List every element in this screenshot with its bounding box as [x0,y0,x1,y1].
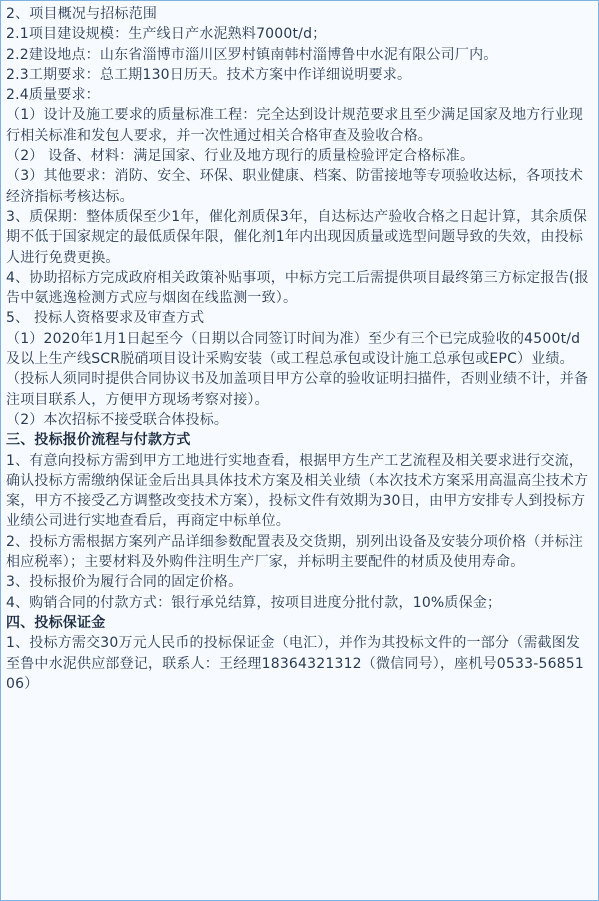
paragraph: （1）2020年1月1日起至今（日期以合同签订时间为准）至少有三个已完成验收的4500t/d及以上生产线SCR脱硝项目设计采购安装（或工程总承包或设计施工总承包或EPC）业绩。（投标人须同时提供合同协议书及加盖项目甲方公章的验收证明扫描件，否则业绩不计，并备注项目联系人，方便甲方现场考察对接）。 [6,330,589,408]
paragraph: （1）设计及施工要求的质量标准工程：完全达到设计规范要求且至少满足国家及地方行业现行相关标准和发包人要求，并一次性通过相关合格审查及验收合格。 [6,107,584,144]
paragraph: 4、协助招标方完成政府相关政策补贴事项，中标方完工后需提供项目最终第三方标定报告(报告中氨逃逸检测方式应与烟囱在线监测一致）。 [6,269,589,307]
paragraph: 2、项目概况与招标范围 [6,6,158,22]
paragraph: （3）其他要求：消防、安全、环保、职业健康、档案、防雷接地等专项验收达标，各项技术经济指标考核达标。 [6,168,584,205]
paragraph: 1、有意向投标方需到甲方工地进行实地查看，根据甲方生产工艺流程及相关要求进行交流，确认投标方需缴纳保证金后出具具体技术方案及相关业绩（本次技术方案采用高温高尘技术方案，甲方不接受乙方调整改变技术方案），投标文件有效期为30日，由甲方安排专人到投标方业绩公司进行实地查看后，再商定中标单位。 [6,452,589,530]
paragraph: 1、投标方需交30万元人民币的投标保证金（电汇），并作为其投标文件的一部分（需截图发至鲁中水泥供应部登记，联系人：王经理18364321312（微信同号），座机号0533-5685106） [6,635,584,692]
paragraph: 2.1项目建设规模：生产线日产水泥熟料7000t/d； [6,26,327,43]
paragraph: 3、投标报价为履行合同的固定价格。 [6,574,243,591]
paragraph: 2.4质量要求： [6,87,100,104]
paragraph: （2） 设备、材料：满足国家、行业及地方现行的质量检验评定合格标准。 [6,148,475,165]
paragraph: 3、质保期：整体质保至少1年，催化剂质保3年，自达标达产验收合格之日起计算，其余质保期不低于国家规定的最低质保年限，催化剂1年内出现因质量或选型问题导致的失效，由投标人进行免费更换。 [6,208,588,266]
section-heading: 三、投标报价流程与付款方式 [6,432,191,449]
paragraph: 5、 投标人资格要求及审查方式 [6,310,205,327]
paragraph: 2、投标方需根据方案列产品详细参数配置表及交货期，别列出设备及安装分项价格（并标注相应税率）；主要材料及外购件注明生产厂家，并标明主要配件的材质及使用寿命。 [6,533,584,571]
document-body [1,1,598,694]
paragraph: 2.3工期要求：总工期130日历天。技术方案中作详细说明要求。 [6,66,412,83]
paragraph: （2）本次招标不接受联合体投标。 [6,411,229,428]
paragraph: 2.2建设地点：山东省淄博市淄川区罗村镇南韩村淄博鲁中水泥有限公司厂内。 [6,46,498,63]
paragraph: 4、购销合同的付款方式：银行承兑结算，按项目进度分批付款，10%质保金； [6,594,502,611]
section-heading: 四、投标保证金 [6,614,106,631]
